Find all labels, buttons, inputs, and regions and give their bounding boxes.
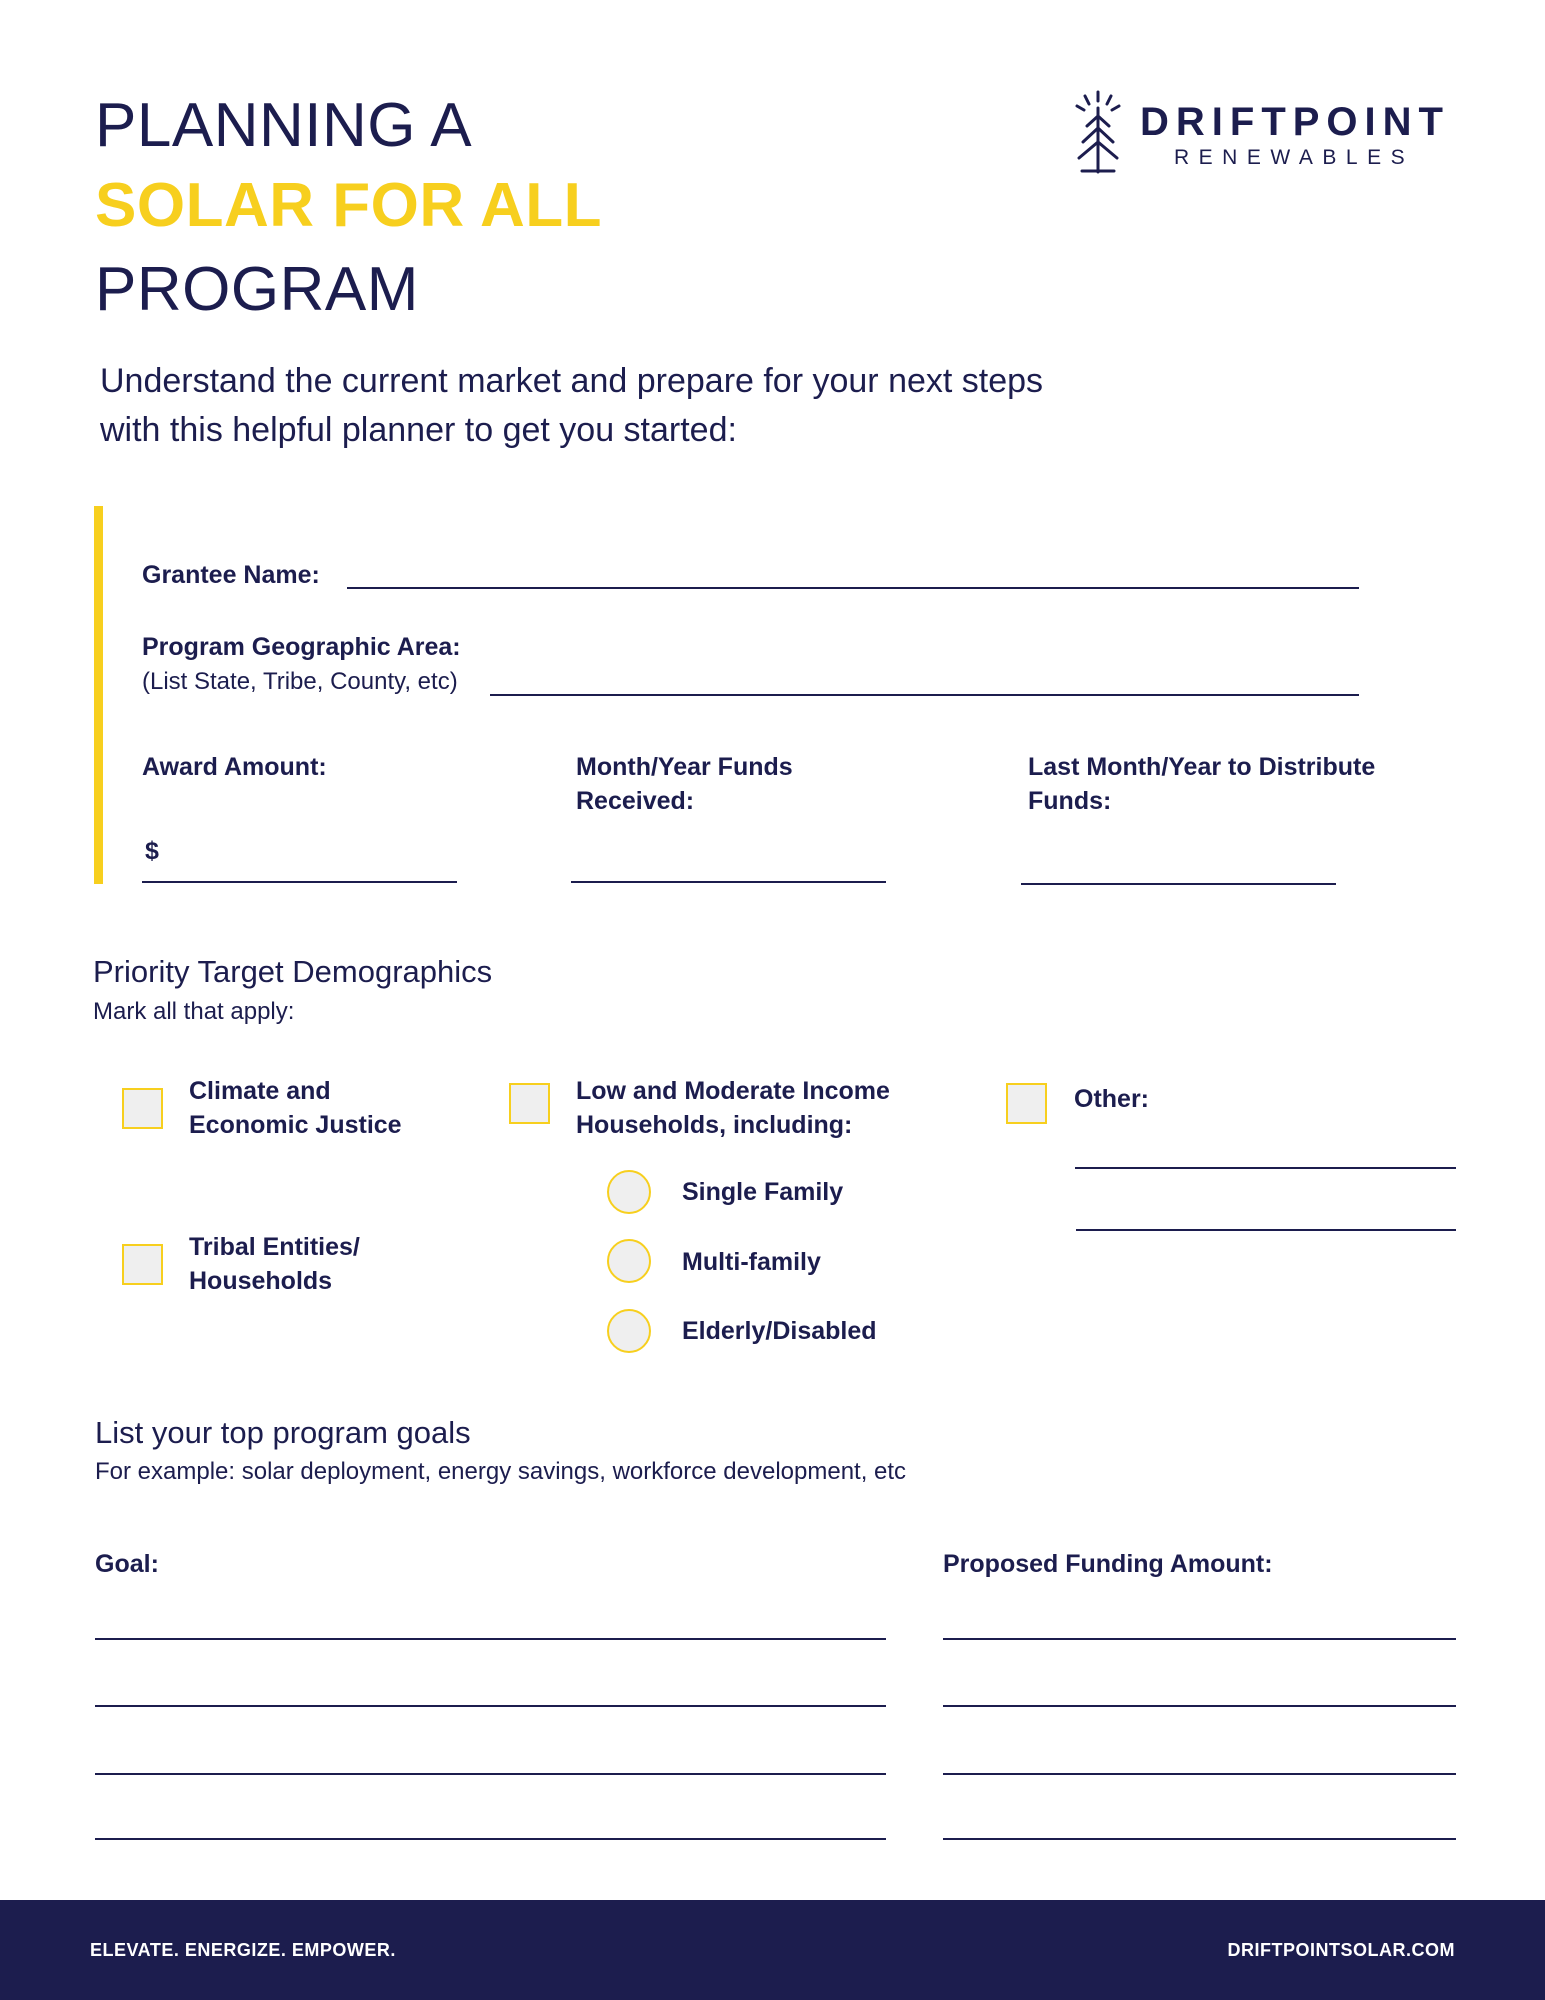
multi-family-label: Multi-family [682,1248,821,1276]
goal-field-1[interactable] [95,1638,886,1640]
goal-field-4[interactable] [95,1838,886,1840]
award-amount-field[interactable] [142,881,457,883]
single-family-label: Single Family [682,1178,844,1206]
currency-symbol: $ [145,837,159,865]
grantee-name-label: Grantee Name: [142,561,320,589]
logo-subtitle: RENEWABLES [1174,146,1415,169]
multi-family-radio[interactable] [607,1239,651,1283]
funds-received-label-2: Received: [576,787,695,815]
demographics-instruction: Mark all that apply: [93,998,295,1025]
goals-heading: List your top program goals [95,1415,471,1450]
title-line-1: PLANNING A [95,91,473,160]
goals-example: For example: solar deployment, energy savings, workforce development, etc [95,1458,907,1485]
last-distribute-label-1: Last Month/Year to Distribute [1028,753,1376,781]
other-label: Other: [1074,1085,1149,1113]
title-line-3: PROGRAM [95,255,419,324]
funds-received-label-1: Month/Year Funds [576,753,793,781]
award-amount-label: Award Amount: [142,753,327,781]
pine-tree-sun-icon [1074,90,1122,174]
grantee-name-field[interactable] [347,587,1359,589]
climate-justice-label-2: Economic Justice [189,1111,402,1139]
climate-justice-checkbox[interactable] [122,1088,163,1129]
tribal-entities-label-2: Households [189,1267,333,1295]
geographic-area-label: Program Geographic Area: [142,633,461,661]
last-distribute-label-2: Funds: [1028,787,1112,815]
single-family-radio[interactable] [607,1170,651,1214]
intro-line-2: with this helpful planner to get you started: [100,411,737,449]
demographics-heading: Priority Target Demographics [93,954,493,989]
footer-website-link[interactable]: DRIFTPOINTSOLAR.COM [1227,1940,1455,1960]
goal-label: Goal: [95,1550,159,1578]
funding-field-4[interactable] [943,1838,1456,1840]
funding-field-3[interactable] [943,1773,1456,1775]
tribal-entities-checkbox[interactable] [122,1244,163,1285]
intro-line-1: Understand the current market and prepare for your next steps [100,362,1044,400]
funding-field-2[interactable] [943,1705,1456,1707]
footer-tagline: ELEVATE. ENERGIZE. EMPOWER. [90,1940,396,1960]
elderly-disabled-label: Elderly/Disabled [682,1317,877,1345]
other-checkbox[interactable] [1006,1083,1047,1124]
goal-field-2[interactable] [95,1705,886,1707]
logo-wordmark: DRIFTPOINT [1140,100,1450,144]
goal-field-3[interactable] [95,1773,886,1775]
other-field-line-2[interactable] [1076,1229,1456,1231]
other-field-line-1[interactable] [1075,1167,1456,1169]
accent-bar [94,506,103,884]
tribal-entities-label-1: Tribal Entities/ [189,1233,360,1261]
title-line-2: SOLAR FOR ALL [95,171,603,240]
proposed-funding-label: Proposed Funding Amount: [943,1550,1273,1578]
low-moderate-income-checkbox[interactable] [509,1083,550,1124]
low-moderate-income-label-1: Low and Moderate Income [576,1077,890,1105]
funding-field-1[interactable] [943,1638,1456,1640]
geographic-area-sublabel: (List State, Tribe, County, etc) [142,668,458,695]
intro-text [100,357,1350,455]
funds-received-field[interactable] [571,881,886,883]
climate-justice-label-1: Climate and [189,1077,331,1105]
elderly-disabled-radio[interactable] [607,1309,651,1353]
geographic-area-field[interactable] [490,694,1359,696]
low-moderate-income-label-2: Households, including: [576,1111,853,1139]
last-distribute-field[interactable] [1021,883,1336,885]
